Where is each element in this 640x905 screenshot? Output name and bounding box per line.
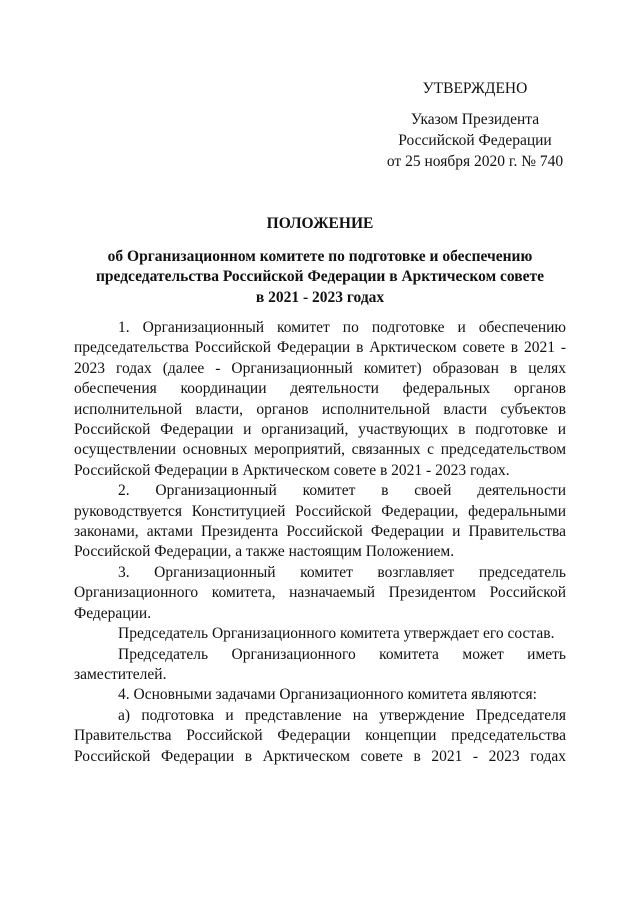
approval-line: от 25 ноября 2020 г. № 740 [386,153,564,170]
document-subtitle-line: председательства Российской Федерации в Арктическом совете [95,268,545,285]
paragraph-2: 2. Организационный комитет в своей деятельности руководствуется Конституцией Российской Федерации, федеральными законами, актами Президента Российской Федерации и Правительства Российской Федерации, а также настоящим Положением. [74,482,566,561]
approval-line: Указом Президента [410,111,540,128]
approval-stamp [360,78,590,172]
document-subtitle-line: об Организационном комитете по подготовке и обеспечению [107,247,533,265]
paragraph-3: 3. Организационный комитет возглавляет председатель Организационного комитета, назначаемый Президентом Российской Федерации. [74,563,566,622]
document-body [74,318,566,767]
approval-heading: УТВЕРЖДЕНО [422,80,528,97]
paragraph-chair-staff: Председатель Организационного комитета утверждает его состав. [118,625,555,643]
approval-line: Российской Федерации [398,132,552,149]
document-title: ПОЛОЖЕНИЕ [266,215,374,232]
paragraph-4a: а) подготовка и представление на утверждение Председателя Правительства Российской Федерации концепции председательства Российской Федерации в Арктическом совете в 2021 - 2023 годах [74,706,566,765]
document-title-block [70,214,570,308]
paragraph-4: 4. Основными задачами Организационного комитета являются: [118,686,537,704]
paragraph-chair-deputies: Председатель Организационного комитета может иметь заместителей. [74,645,566,683]
paragraph-1: 1. Организационный комитет по подготовке и обеспечению председательства Российской Федерации в Арктическом совете в 2021 - 2023 годах (далее - Организационный комитет) образован в целях обеспечения координации деятельности федеральных органов исполнительной власти, органов исполнительной власти субъектов Российской Федерации и организаций, участвующих в подготовке и осуществлении основных мероприятий, связанных с председательством Российской Федерации в Арктическом совете в 2021 - 2023 годах. [74,319,566,479]
document-subtitle-line: в 2021 - 2023 годах [255,288,385,306]
